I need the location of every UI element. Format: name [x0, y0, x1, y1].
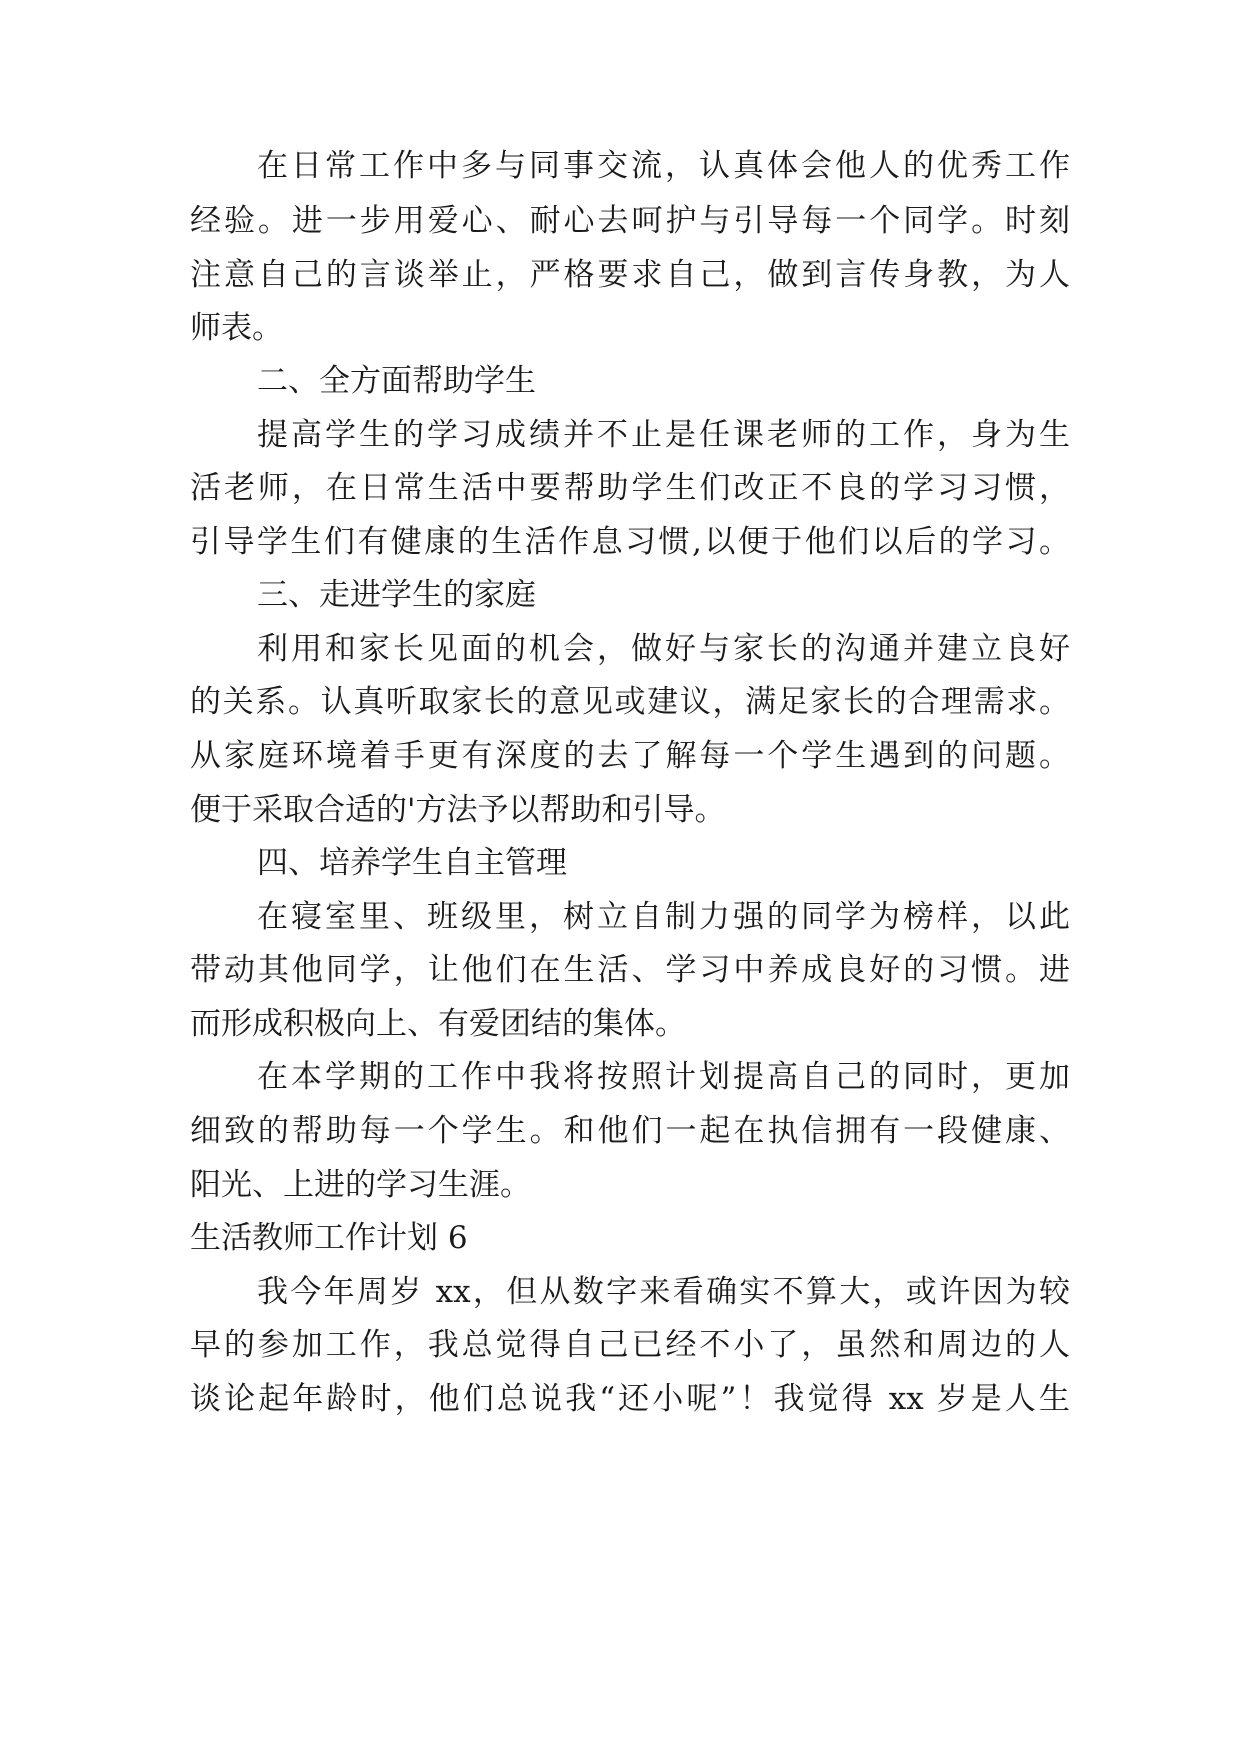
section-heading: 四、培养学生自主管理 [257, 845, 567, 881]
paragraph-line: 注意自己的言谈举止，严格要求自己，做到言传身教，为人 [190, 257, 1070, 293]
paragraph-line: 活老师，在日常生活中要帮助学生们改正不良的学习习惯， [190, 470, 1070, 506]
paragraph-line: 我今年周岁 xx，但从数字来看确实不算大，或许因为较 [257, 1274, 1070, 1310]
paragraph-line: 从家庭环境着手更有深度的去了解每一个学生遇到的问题。 [190, 738, 1070, 774]
paragraph-line: 早的参加工作，我总觉得自己已经不小了，虽然和周边的人 [190, 1327, 1070, 1363]
paragraph-line: 师表。 [190, 310, 283, 346]
paragraph-line: 在寝室里、班级里，树立自制力强的同学为榜样，以此 [257, 899, 1070, 935]
section-heading: 二、全方面帮助学生 [257, 363, 536, 399]
paragraph-line: 经验。进一步用爱心、耐心去呵护与引导每一个同学。时刻 [190, 203, 1070, 239]
paragraph-line: 而形成积极向上、有爱团结的集体。 [190, 1006, 686, 1042]
paragraph-line: 引导学生们有健康的生活作息习惯,以便于他们以后的学习。 [190, 524, 1070, 560]
paragraph-line: 提高学生的学习成绩并不止是任课老师的工作，身为生 [257, 417, 1070, 453]
paragraph-line: 在本学期的工作中我将按照计划提高自己的同时，更加 [257, 1059, 1070, 1095]
paragraph-line: 在日常工作中多与同事交流，认真体会他人的优秀工作 [257, 148, 1070, 184]
paragraph-line: 细致的帮助每一个学生。和他们一起在执信拥有一段健康、 [190, 1113, 1070, 1149]
paragraph-line: 带动其他同学，让他们在生活、学习中养成良好的习惯。进 [190, 952, 1070, 988]
paragraph-line: 谈论起年龄时，他们总说我“还小呢”！我觉得 xx 岁是人生 [190, 1381, 1070, 1417]
paragraph-line: 阳光、上进的学习生涯。 [190, 1167, 531, 1203]
paragraph-line: 的关系。认真听取家长的意见或建议，满足家长的合理需求。 [190, 684, 1070, 720]
paragraph-line: 便于采取合适的'方法予以帮助和引导。 [190, 792, 726, 828]
document-title: 生活教师工作计划 6 [190, 1220, 468, 1256]
section-heading: 三、走进学生的家庭 [257, 577, 536, 613]
paragraph-line: 利用和家长见面的机会，做好与家长的沟通并建立良好 [257, 631, 1070, 667]
